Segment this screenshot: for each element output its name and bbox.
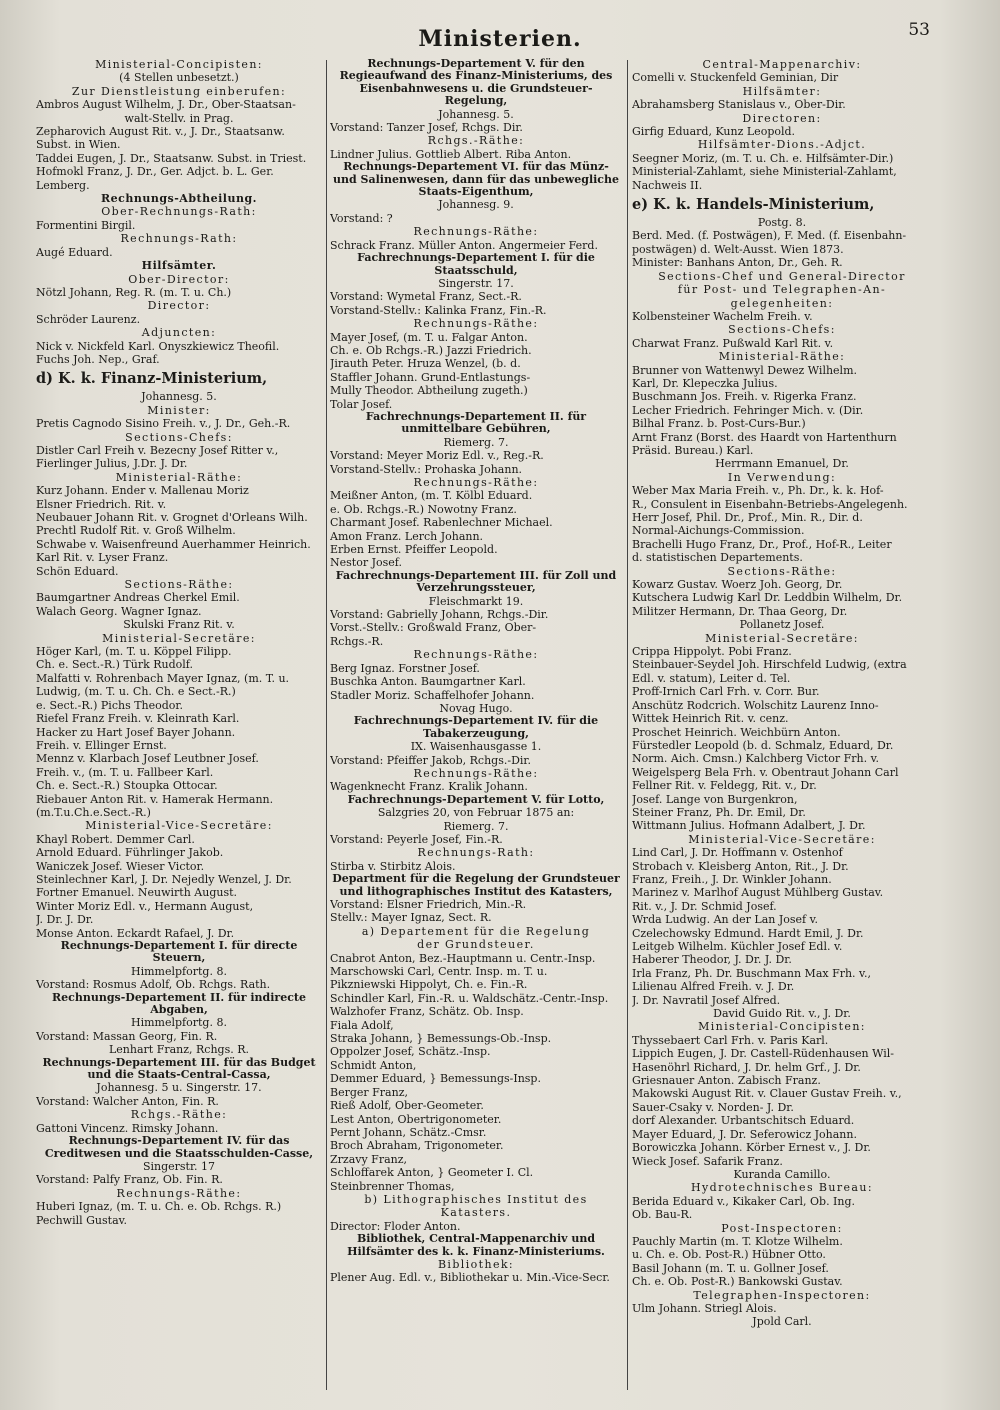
entry-line: Demmer Eduard, } Bemessungs-Insp. — [330, 1072, 541, 1086]
entry-line: Lilienau Alfred Freih. v. J. Dr. — [632, 980, 795, 994]
role-heading: Minister: — [147, 403, 211, 417]
entry-line: Mennz v. Klarbach Josef Leutbner Josef. — [36, 752, 259, 766]
role-heading: Rchgs.-Räthe: — [130, 1108, 228, 1122]
entry-line: Vorstand: Palfy Franz, Ob. Fin. R. — [36, 1173, 223, 1187]
role-heading: Sections-Chefs: — [728, 323, 836, 337]
entry-line: J. Dr. J. Dr. — [36, 913, 94, 927]
entry-line: Meißner Anton, (m. T. Kölbl Eduard. — [330, 489, 533, 503]
entry-line: Borowiczka Johann. Körber Ernest v., J. Dr. — [632, 1141, 871, 1155]
role-heading: Rechnungs-Räthe: — [413, 317, 539, 331]
entry-line: Nachweis II. — [632, 178, 703, 192]
entry-line: Karl Rit. v. Lyser Franz. — [36, 551, 169, 565]
entry-line: Pernt Johann, Schätz.-Cmsr. — [330, 1125, 487, 1139]
entry-line: Charmant Josef. Rabenlechner Michael. — [330, 516, 553, 530]
entry-line: Singerstr. 17. — [438, 276, 514, 290]
entry-line: Singerstr. 17 — [142, 1159, 216, 1173]
entry-line: Girfig Eduard, Kunz Leopold. — [632, 125, 796, 139]
entry-line: J. Dr. Navratil Josef Alfred. — [632, 993, 781, 1007]
department-heading: Fachrechnungs-Departement III. für Zoll und Verzehrungssteuer, — [335, 569, 617, 595]
entry-line: postwägen) d. Welt-Ausst. Wien 1873. — [632, 242, 844, 256]
entry-line: Minister: Banhans Anton, Dr., Geh. R. — [632, 256, 843, 270]
entry-line: Director: Floder Anton. — [330, 1219, 461, 1233]
entry-line: Pollanetz Josef. — [739, 618, 825, 632]
entry-line: Buschka Anton. Baumgartner Karl. — [330, 675, 526, 689]
entry-line: Pikzniewski Hippolyt, Ch. e. Fin.-R. — [330, 978, 528, 992]
entry-line: Pechwill Gustav. — [36, 1213, 128, 1227]
entry-line: Jpold Carl. — [752, 1315, 812, 1329]
role-heading: Rchgs.-Räthe: — [427, 134, 525, 148]
entry-line: Vorstand: Massan Georg, Fin. R. — [36, 1029, 218, 1043]
entry-line: Nick v. Nickfeld Karl. Onyszkiewicz Theofil. — [36, 339, 280, 353]
entry-line: Himmelpfortg. 8. — [131, 1016, 227, 1030]
entry-line: David Guido Rit. v., J. Dr. — [713, 1007, 851, 1021]
column-divider — [326, 60, 327, 1390]
entry-line: Staffler Johann. Grund-Entlastungs- — [330, 370, 531, 384]
entry-line: Weigelsperg Bela Frh. v. Obentraut Johann Carl — [632, 765, 899, 779]
entry-line: Oppolzer Josef, Schätz.-Insp. — [330, 1045, 491, 1059]
entry-line: Wittmann Julius. Hofmann Adalbert, J. Dr. — [632, 819, 866, 833]
entry-line: Steinlechner Karl, J. Dr. Nejedly Wenzel, J. Dr. — [36, 872, 292, 886]
entry-line: Bilhal Franz. b. Post-Curs-Bur.) — [632, 417, 806, 431]
role-heading: Zur Dienstleistung einberufen: — [71, 84, 287, 98]
entry-line: Ch. e. Sect.-R.) Türk Rudolf. — [36, 658, 193, 672]
entry-line: Riefel Franz Freih. v. Kleinrath Karl. — [36, 712, 240, 726]
entry-line: Schwabe v. Waisenfreund Auerhammer Heinrich. — [36, 537, 311, 551]
entry-line: Vorstand: Peyerle Josef, Fin.-R. — [330, 832, 503, 846]
entry-line: Cnabrot Anton, Bez.-Hauptmann u. Centr.-Insp. — [330, 951, 596, 965]
entry-line: Steinbrenner Thomas, — [330, 1179, 455, 1193]
entry-line: Schrack Franz. Müller Anton. Angermeier Ferd. — [330, 238, 598, 252]
role-heading: Telegraphen-Inspectoren: — [693, 1288, 871, 1302]
entry-line: Griesnauer Anton. Zabisch Franz. — [632, 1074, 821, 1088]
role-heading: Rechnungs-Räthe: — [413, 476, 539, 489]
column-right — [632, 58, 932, 1394]
entry-line: Proff-Irnich Carl Frh. v. Corr. Bur. — [632, 685, 820, 699]
entry-line: Edl. v. statum), Leiter d. Tel. — [632, 671, 791, 685]
entry-line: Schröder Laurenz. — [36, 312, 141, 326]
entry-line: Thyssebaert Carl Frh. v. Paris Karl. — [632, 1033, 829, 1047]
entry-line: Distler Carl Freih v. Bezecny Josef Ritter v., — [36, 443, 279, 457]
role-heading: für Post- und Telegraphen-An- — [677, 283, 887, 297]
entry-line: Leitgeb Wilhelm. Küchler Josef Edl. v. — [632, 940, 843, 953]
entry-line: Subst. in Wien. — [36, 138, 121, 152]
entry-line: e. Ob. Rchgs.-R.) Nowotny Franz. — [330, 502, 517, 516]
entry-line: Tolar Josef. — [330, 397, 393, 411]
entry-line: Vorstand: Meyer Moriz Edl. v., Reg.-R. — [330, 449, 544, 463]
role-heading: Ober-Rechnungs-Rath: — [101, 205, 257, 219]
role-heading: Katasters. — [440, 1206, 512, 1220]
entry-line: Berd. Med. (f. Postwägen), F. Med. (f. Eisenbahn- — [632, 229, 907, 243]
role-heading: Sections-Räthe: — [727, 564, 837, 578]
entry-line: Fiala Adolf, — [330, 1018, 394, 1032]
entry-line: Prechtl Rudolf Rit. v. Groß Wilhelm. — [36, 524, 236, 538]
page-title: Ministerien. — [418, 26, 582, 52]
entry-line: Haberer Theodor, J. Dr. J. Dr. — [632, 953, 792, 967]
entry-line: Plener Aug. Edl. v., Bibliothekar u. Min.-Vice-Secr. — [330, 1271, 610, 1285]
entry-line: Straka Johann, } Bemessungs-Ob.-Insp. — [330, 1032, 552, 1046]
entry-line: Winter Moriz Edl. v., Hermann August, — [36, 899, 254, 913]
entry-line: Brachelli Hugo Franz, Dr., Prof., Hof-R., Leiter — [632, 537, 892, 551]
department-heading: Fachrechnungs-Departement I. für die Staatsschuld, — [357, 252, 595, 277]
entry-line: Riemerg. 7. — [443, 819, 509, 833]
entry-line: Lecher Friedrich. Fehringer Mich. v. (Dir. — [632, 403, 864, 417]
entry-line: Wieck Josef. Safarik Franz. — [632, 1154, 783, 1168]
department-heading: Fachrechnungs-Departement V. für Lotto, — [347, 793, 605, 806]
entry-line: Arnold Eduard. Führlinger Jakob. — [36, 846, 224, 860]
entry-line: Comelli v. Stuckenfeld Geminian, Dir — [632, 71, 839, 85]
entry-line: Fuchs Joh. Nep., Graf. — [36, 352, 160, 366]
entry-line: e. Sect.-R.) Pichs Theodor. — [36, 698, 183, 712]
entry-line: Schmidt Anton, — [330, 1058, 417, 1072]
entry-line: IX. Waisenhausgasse 1. — [410, 740, 542, 754]
department-heading: Rechnungs-Departement VI. für das Münz- und Salinenwesen, dann für das unbewegliche Staats-Eigenthum, — [333, 161, 619, 199]
entry-line: Fierlinger Julius, J.Dr. J. Dr. — [36, 457, 188, 471]
entry-line: Anschütz Rodcrich. Wolschitz Laurenz Inno- — [632, 698, 879, 712]
entry-line: Stirba v. Stirbitz Alois. — [330, 859, 456, 873]
entry-line: Norm. Aich. Cmsn.) Kalchberg Victor Frh. v. — [632, 752, 879, 766]
entry-line: Präsid. Bureau.) Karl. — [632, 443, 754, 457]
entry-line: Marinez v. Marlhof August Mühlberg Gustav. — [632, 886, 884, 900]
entry-line: Josef. Lange von Burgenkron, — [632, 792, 798, 806]
entry-line: Buschmann Jos. Freih. v. Rigerka Franz. — [632, 390, 857, 404]
entry-line: Irla Franz, Ph. Dr. Buschmann Max Frh. v., — [632, 966, 871, 980]
entry-line: Fleischmarkt 19. — [428, 594, 524, 608]
entry-line: Hofmokl Franz, J. Dr., Ger. Adjct. b. L. Ger. — [36, 165, 274, 179]
entry-line: Ulm Johann. Striegl Alois. — [632, 1301, 777, 1315]
role-heading: Ober-Director: — [128, 272, 230, 286]
entry-line: Sauer-Csaky v. Norden- J. Dr. — [632, 1100, 794, 1114]
entry-line: Vorstand-Stellv.: Kalinka Franz, Fin.-R. — [330, 303, 547, 317]
entry-line: Steiner Franz, Ph. Dr. Emil, Dr. — [632, 805, 806, 819]
entry-line: Mully Theodor. Abtheilung zugeth.) — [330, 384, 528, 398]
entry-line: Himmelpfortg. 8. — [131, 964, 227, 978]
entry-line: Amon Franz. Lerch Johann. — [330, 529, 484, 543]
entry-line: dorf Alexander. Urbantschitsch Eduard. — [632, 1114, 855, 1128]
entry-line: Herr Josef, Phil. Dr., Prof., Min. R., Dir. d. — [632, 511, 863, 524]
entry-line: Abrahamsberg Stanislaus v., Ober-Dir. — [632, 98, 846, 112]
entry-line: u. Ch. e. Ob. Post-R.) Hübner Otto. — [632, 1248, 826, 1262]
entry-line: R., Consulent in Eisenbahn-Betriebs-Angelegenh. — [632, 497, 908, 511]
entry-line: Strobach v. Kleisberg Anton, Rit., J. Dr. — [632, 859, 849, 873]
entry-line: Ch. e. Ob Rchgs.-R.) Jazzi Friedrich. — [330, 343, 532, 357]
entry-line: (4 Stellen unbesetzt.) — [119, 71, 239, 85]
entry-line: Riemerg. 7. — [443, 435, 509, 449]
entry-line: Kowarz Gustav. Woerz Joh. Georg, Dr. — [632, 578, 843, 592]
role-heading: Director: — [147, 299, 211, 313]
entry-line: Augé Eduard. — [36, 245, 113, 259]
entry-line: Charwat Franz. Pußwald Karl Rit. v. — [632, 336, 834, 350]
entry-line: Lest Anton, Obertrigonometer. — [330, 1112, 502, 1126]
role-heading: gelegenheiten: — [730, 296, 834, 310]
department-heading: Rechnungs-Departement I. für directe Steuern, — [60, 940, 298, 965]
department-heading: Bibliothek, Central-Mappenarchiv und Hilfsämter des k. k. Finanz-Ministeriums. — [347, 1233, 605, 1258]
role-heading: Sections-Räthe: — [124, 578, 234, 592]
entry-line: Pauchly Martin (m. T. Klotze Wilhelm. — [632, 1234, 843, 1248]
entry-line: Makowski August Rit. v. Clauer Gustav Freih. v., — [632, 1087, 902, 1101]
entry-line: Vorstand-Stellv.: Prohaska Johann. — [330, 462, 523, 476]
entry-line: Pretis Cagnodo Sisino Freih. v., J. Dr., Geh.-R. — [36, 417, 291, 431]
entry-line: Vorstand: Wymetal Franz, Sect.-R. — [330, 290, 522, 304]
role-heading: Central-Mappenarchiv: — [702, 58, 862, 71]
entry-line: Kutschera Ludwig Karl Dr. Leddbin Wilhelm, Dr. — [632, 591, 903, 605]
role-heading: Hilfsämter: — [742, 84, 822, 98]
role-heading: Rechnungs-Rath: — [417, 846, 535, 860]
entry-line: Broch Abraham, Trigonometer. — [330, 1139, 504, 1153]
entry-line: Neubauer Johann Rit. v. Grognet d'Orleans Wilh. — [36, 511, 308, 524]
entry-line: Franz, Freih., J. Dr. Winkler Johann. — [632, 872, 832, 886]
entry-line: Hasenöhrl Richard, J. Dr. helm Grf., J. Dr. — [632, 1060, 861, 1074]
entry-line: Schindler Karl, Fin.-R. u. Waldschätz.-Centr.-Insp. — [330, 991, 609, 1005]
department-heading: Rechnungs-Departement II. für indirecte Abgaben, — [52, 991, 306, 1017]
department-heading: Fachrechnungs-Departement II. für unmittelbare Gebühren, — [365, 410, 587, 436]
entry-line: Lippich Eugen, J. Dr. Castell-Rüdenhausen Wil- — [632, 1047, 894, 1061]
entry-line: Stadler Moriz. Schaffelhofer Johann. — [330, 688, 535, 702]
role-heading: Ministerial-Secretäre: — [705, 631, 859, 645]
entry-line: Ch. e. Sect.-R.) Stoupka Ottocar. — [36, 779, 218, 793]
entry-line: Freih. v., (m. T. u. Fallbeer Karl. — [36, 765, 214, 779]
entry-line: Johannesg. 5 u. Singerstr. 17. — [96, 1081, 262, 1095]
entry-line: Schön Eduard. — [36, 564, 119, 578]
entry-line: Lindner Julius. Gottlieb Albert. Riba Anton. — [330, 147, 572, 161]
role-heading: Ministerial-Concipisten: — [95, 58, 263, 71]
role-heading: Ministerial-Concipisten: — [698, 1020, 866, 1034]
entry-line: Militzer Hermann, Dr. Thaa Georg, Dr. — [632, 604, 848, 618]
entry-line: Walach Georg. Wagner Ignaz. — [36, 604, 202, 618]
entry-line: Lemberg. — [36, 178, 90, 192]
role-heading: Ministerial-Vice-Secretäre: — [85, 819, 273, 833]
entry-line: Johannesg. 5. — [141, 390, 217, 404]
role-heading: Directoren: — [742, 111, 822, 125]
entry-line: Vorstand: Tanzer Josef, Rchgs. Dir. — [330, 121, 523, 135]
role-heading: der Grundsteuer. — [417, 938, 535, 952]
entry-line: Erben Ernst. Pfeiffer Leopold. — [330, 543, 498, 557]
role-heading: Hydrotechnisches Bureau: — [691, 1181, 873, 1195]
entry-line: Karl, Dr. Klepeczka Julius. — [632, 376, 778, 390]
role-heading: Rechnungs-Rath: — [120, 232, 238, 246]
entry-line: Vorst.-Stellv.: Großwald Franz, Ober- — [330, 621, 537, 635]
entry-line: Vorstand: Gabrielly Johann, Rchgs.-Dir. — [330, 608, 549, 622]
entry-line: Salzgries 20, von Februar 1875 an: — [377, 806, 575, 820]
entry-line: Ministerial-Zahlamt, siehe Ministerial-Zahlamt, — [632, 165, 897, 179]
entry-line: Berger Franz, — [330, 1085, 408, 1099]
department-heading: Rechnungs-Departement III. für das Budget und die Staats-Central-Cassa, — [42, 1056, 316, 1082]
entry-line: Steinbauer-Seydel Joh. Hirschfeld Ludwig, (extra — [632, 658, 907, 672]
entry-line: Wagenknecht Franz. Kralik Johann. — [330, 780, 528, 794]
entry-line: Herrmann Emanuel, Dr. — [715, 457, 849, 471]
entry-line: Mayer Eduard, J. Dr. Seferowicz Johann. — [632, 1127, 857, 1141]
entry-line: Mayer Josef, (m. T. u. Falgar Anton. — [330, 330, 528, 344]
entry-line: Proschet Heinrich. Weichbürn Anton. — [632, 725, 841, 739]
role-heading: Rechnungs-Räthe: — [116, 1186, 242, 1200]
ministry-heading: e) K. k. Handels-Ministerium, — [632, 196, 875, 214]
entry-line: Monse Anton. Eckardt Rafael, J. Dr. — [36, 926, 235, 940]
entry-line: Ch. e. Ob. Post-R.) Bankowski Gustav. — [632, 1275, 843, 1289]
entry-line: Arnt Franz (Borst. des Haardt von Hartenthurn — [632, 430, 897, 444]
entry-line: Ob. Bau-R. — [632, 1208, 693, 1222]
role-heading: Ministerial-Secretäre: — [102, 631, 256, 645]
entry-line: Taddei Eugen, J. Dr., Staatsanw. Subst. in Triest. — [36, 151, 307, 165]
entry-line: Rchgs.-R. — [330, 634, 384, 648]
column-middle — [330, 58, 622, 1394]
entry-line: Fürstedler Leopold (b. d. Schmalz, Eduard, Dr. — [632, 738, 894, 752]
entry-line: Hacker zu Hart Josef Bayer Johann. — [36, 725, 236, 739]
entry-line: Postg. 8. — [757, 216, 807, 230]
entry-line: Riebauer Anton Rit. v. Hamerak Hermann. — [36, 792, 274, 806]
entry-line: Fellner Rit. v. Feldegg, Rit. v., Dr. — [632, 779, 817, 793]
entry-line: Normal-Aichungs-Commission. — [632, 524, 805, 538]
entry-line: d. statistischen Departements. — [632, 551, 803, 565]
entry-line: Nestor Josef. — [330, 556, 402, 570]
column-left — [36, 58, 322, 1394]
entry-line: Stellv.: Mayer Ignaz, Sect. R. — [330, 911, 492, 925]
role-heading: Rechnungs-Räthe: — [413, 648, 539, 662]
entry-line: Ambros August Wilhelm, J. Dr., Ober-Staatsan- — [36, 98, 296, 112]
entry-line: Wrda Ludwig. An der Lan Josef v. — [632, 913, 819, 927]
entry-line: Rieß Adolf, Ober-Geometer. — [330, 1099, 484, 1113]
entry-line: Johannesg. 5. — [438, 107, 514, 121]
entry-line: Berg Ignaz. Forstner Josef. — [330, 661, 480, 675]
entry-line: Huberi Ignaz, (m. T. u. Ch. e. Ob. Rchgs. R.) — [36, 1200, 282, 1214]
entry-line: Elsner Friedrich. Rit. v. — [36, 497, 167, 511]
role-heading: In Verwendung: — [727, 470, 837, 484]
entry-line: walt-Stellv. in Prag. — [124, 111, 234, 125]
department-heading: Department für die Regelung der Grundsteuer und lithographisches Institut des Katasters, — [332, 873, 620, 898]
role-heading: Sections-Chefs: — [125, 430, 233, 444]
entry-line: Ludwig, (m. T. u. Ch. Ch. e Sect.-R.) — [36, 685, 236, 699]
entry-line: Nötzl Johann, Reg. R. (m. T. u. Ch.) — [36, 285, 232, 299]
role-heading: b) Lithographisches Institut des — [364, 1192, 588, 1206]
entry-line: Kurz Johann. Ender v. Mallenau Moriz — [36, 484, 249, 498]
entry-line: Waniczek Josef. Wieser Victor. — [36, 859, 205, 873]
role-heading: Ministerial-Vice-Secretäre: — [688, 832, 876, 846]
entry-line: Kuranda Camillo. — [733, 1167, 831, 1181]
entry-line: Basil Johann (m. T. u. Gollner Josef. — [632, 1261, 829, 1275]
entry-line: Zepharovich August Rit. v., J. Dr., Staatsanw. — [36, 125, 285, 139]
entry-line: Vorstand: Pfeiffer Jakob, Rchgs.-Dir. — [330, 753, 531, 767]
entry-line: Vorstand: Rosmus Adolf, Ob. Rchgs. Rath. — [36, 978, 271, 992]
entry-line: Walzhofer Franz, Schätz. Ob. Insp. — [330, 1005, 524, 1019]
role-heading: a) Departement für die Regelung — [361, 924, 591, 938]
role-heading: Post-Inspectoren: — [721, 1221, 843, 1235]
entry-line: Formentini Birgil. — [36, 218, 136, 232]
role-heading: Adjuncten: — [141, 326, 217, 340]
entry-line: Khayl Robert. Demmer Carl. — [36, 832, 195, 846]
entry-line: Schloffarek Anton, } Geometer I. Cl. — [330, 1166, 534, 1180]
entry-line: Vorstand: Walcher Anton, Fin. R. — [36, 1094, 219, 1108]
column-divider — [627, 60, 628, 1390]
entry-line: Höger Karl, (m. T. u. Köppel Filipp. — [36, 645, 232, 659]
entry-line: Vorstand: Elsner Friedrich, Min.-R. — [330, 898, 527, 911]
entry-line: Marschowski Carl, Centr. Insp. m. T. u. — [330, 965, 548, 979]
entry-line: Freih. v. Ellinger Ernst. — [36, 738, 167, 752]
entry-line: Jirauth Peter. Hruza Wenzel, (b. d. — [330, 357, 521, 371]
section-heading: Rechnungs-Abtheilung. — [101, 192, 257, 206]
department-heading: Fachrechnungs-Departement IV. für die Tabakerzeugung, — [353, 715, 599, 740]
page-number: 53 — [908, 20, 930, 40]
entry-line: Czelechowsky Edmund. Hardt Emil, J. Dr. — [632, 926, 864, 940]
entry-line: Malfatti v. Rohrenbach Mayer Ignaz, (m. T. u. — [36, 671, 290, 685]
entry-line: Lind Carl, J. Dr. Hoffmann v. Ostenhof — [632, 846, 843, 860]
department-heading: Rechnungs-Departement V. für den Regieaufwand des Finanz-Ministeriums, des Eisenbahnwesens u. die Grundsteuer-Regelung, — [339, 58, 613, 108]
entry-line: Berida Eduard v., Kikaker Carl, Ob. Ing. — [632, 1194, 856, 1208]
entry-line: Seegner Moriz, (m. T. u. Ch. e. Hilfsämter-Dir.) — [632, 151, 894, 165]
entry-line: Zrzavy Franz, — [330, 1152, 408, 1166]
role-heading: Sections-Chef und General-Director — [658, 269, 906, 283]
entry-line: Weber Max Maria Freih. v., Ph. Dr., k. k. Hof- — [632, 484, 884, 498]
role-heading: Rechnungs-Räthe: — [413, 225, 539, 239]
role-heading: Hilfsämter-Dions.-Adjct. — [697, 138, 867, 152]
entry-line: Rit. v., J. Dr. Schmid Josef. — [632, 899, 777, 913]
entry-line: Novag Hugo. — [439, 701, 513, 715]
entry-line: Gattoni Vincenz. Rimsky Johann. — [36, 1121, 219, 1135]
entry-line: Kolbensteiner Wachelm Freih. v. — [632, 309, 813, 323]
entry-line: Lenhart Franz, Rchgs. R. — [108, 1043, 250, 1057]
entry-line: Skulski Franz Rit. v. — [123, 618, 235, 632]
entry-line: Brunner von Wattenwyl Dewez Wilhelm. — [632, 363, 858, 377]
entry-line: Johannesg. 9. — [438, 198, 514, 212]
ministry-heading: d) K. k. Finanz-Ministerium, — [36, 370, 268, 388]
role-heading: Rechnungs-Räthe: — [413, 766, 539, 780]
role-heading: Ministerial-Räthe: — [718, 350, 846, 364]
entry-line: Fortner Emanuel. Neuwirth August. — [36, 886, 238, 900]
entry-line: Vorstand: ? — [330, 211, 393, 225]
department-heading: Rechnungs-Departement IV. für das Creditwesen und die Staatsschulden-Casse, — [44, 1135, 314, 1160]
entry-line: (m.T.u.Ch.e.Sect.-R.) — [36, 805, 151, 819]
section-heading: Hilfsämter. — [141, 259, 217, 273]
role-heading: Bibliothek: — [437, 1257, 515, 1271]
entry-line: Wittek Heinrich Rit. v. cenz. — [632, 712, 789, 726]
entry-line: Crippa Hippolyt. Pobi Franz. — [632, 645, 792, 659]
entry-line: Baumgartner Andreas Cherkel Emil. — [36, 591, 240, 605]
role-heading: Ministerial-Räthe: — [115, 470, 243, 484]
